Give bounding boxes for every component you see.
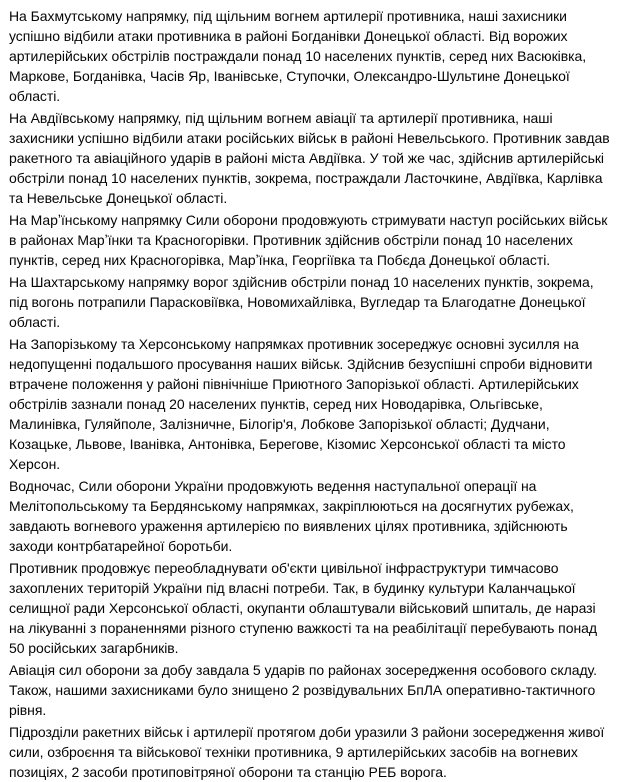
paragraph-occupied-infrastructure: Противник продовжує переобладнувати об'єкти цивільної інфраструктури тимчасово захоплених територій України під власні потреби. Так, в будинку культури Каланчацької селищної ради Херсонської області, окупанти облаштували військовий шпиталь, де наразі на лікуванні з пораненнями різного ступеню важкості та на реабілітації перебувають понад 50 російських загарбників. — [9, 560, 597, 656]
paragraph-shakhtarsk-axis: На Шахтарському напрямку ворог здійснив обстріли понад 10 населених пунктів, зокрема, під вогонь потрапили Парасковіївка, Новомихайлівка, Вугледар та Благодатне Донецької області. — [9, 274, 594, 330]
paragraph-bakhmut-axis: На Бахмутському напрямку, під щільним вогнем артилерії противника, наші захисники успішно відбили атаки противника в районі Богданівки Донецької області. Від ворожих артилерійських обстрілів постраждали понад 10 населених пунктів, серед них Васюківка, Маркове, Богданівка, Часів Яр, Іванівське, Ступочки, Олександро-Шультине Донецької області. — [9, 8, 587, 104]
paragraph-aviation-strikes: Авіація сил оборони за добу завдала 5 ударів по районах зосередження особового складу. Також, нашими захисниками було знищено 2 розвідувальних БпЛА оперативно-тактичного рівня. — [9, 662, 597, 718]
paragraph-marinka-axis: На Марʼїнському напрямку Сили оборони продовжують стримувати наступ російських військ в районах Марʼїнки та Красногорівки. Противник здійснив обстріли понад 10 населених пунктів, серед них Красногорівка, Марʼїнка, Георгіївка та Побєда Донецької області. — [9, 212, 608, 268]
paragraph-missile-artillery-strikes: Підрозділи ракетних військ і артилерії протягом доби уразили 3 райони зосередження живої сили, озброєння та військової техніки противника, 9 артилерійських засобів на вогневих позиціях, 2 засоби протиповітряної оборони та станцію РЕБ ворога. — [9, 724, 605, 780]
paragraph-avdiivka-axis: На Авдіївському напрямку, під щільним вогнем авіації та артилерії противника, наші захисники успішно відбили атаки російських військ в районі Невельського. Противник завдав ракетного та авіаційного ударів в районі міста Авдіївка. У той же час, здійснив артилерійські обстріли понад 10 населених пунктів, зокрема, постраждали Ласточкине, Авдіївка, Карлівка та Невельське Донецької області. — [9, 110, 610, 206]
paragraph-zaporizhzhia-kherson-axis: На Запорізькому та Херсонському напрямках противник зосереджує основні зусилля на недопущенні подальшого просування наших військ. Здійснив безуспішні спроби відновити втрачене положення у районі північніше Приютного Запорізької області. Артилерійських обстрілів зазнали понад 20 населених пунктів, серед них Новодарівка, Ольгівське, Малинівка, Гуляйполе, Залізничне, Білогір'я, Лобкове Запорізької області; Дудчани, Козацьке, Львове, Іванівка, Антонівка, Берегове, Кізомис Херсонської області та місто Херсон. — [9, 336, 593, 472]
paragraph-melitopol-berdiansk-offensive: Водночас, Сили оборони України продовжують ведення наступальної операції на Мелітопольському та Бердянському напрямках, закріплюються на досягнутих рубежах, завдають вогневого ураження артилерією по виявлених цілях противника, здійснюють заходи контрбатарейної боротьби. — [9, 478, 574, 554]
